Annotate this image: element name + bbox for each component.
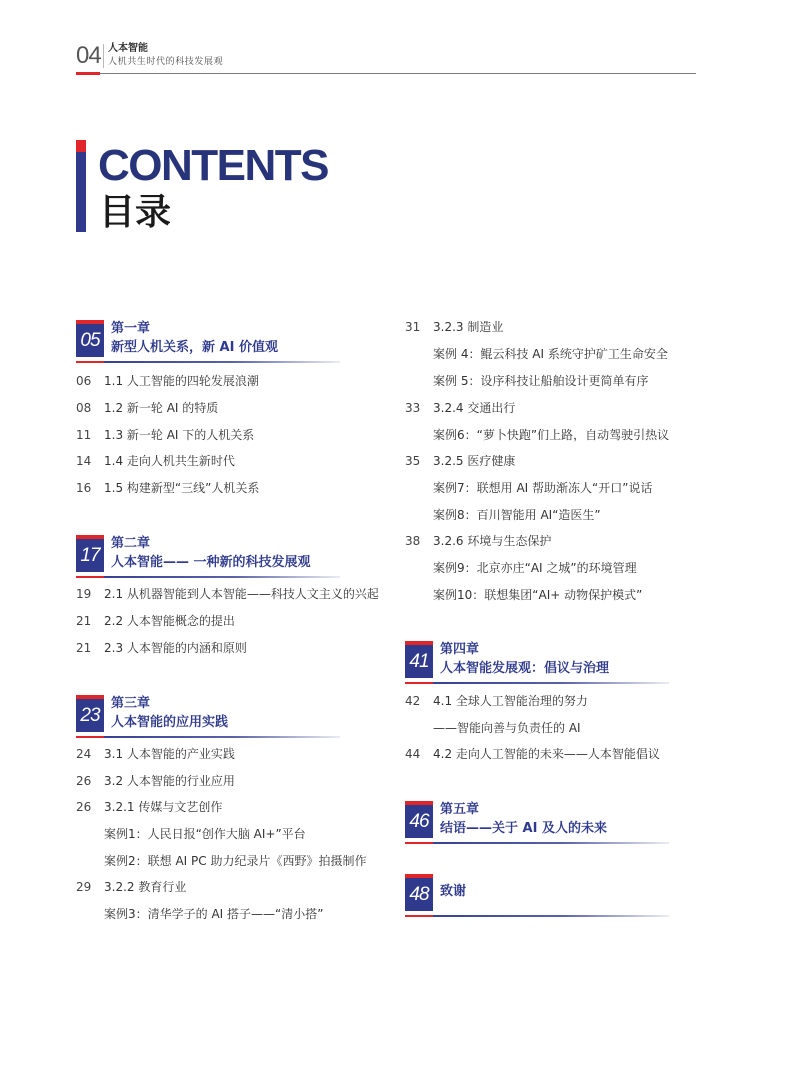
chapter-5-header[interactable] [405, 801, 669, 857]
page-number-accent [76, 72, 100, 75]
chapter-number-badge: 46 [405, 801, 433, 838]
chapter-rule-accent [405, 842, 433, 844]
chapter-2-header[interactable] [76, 535, 340, 591]
chapter-rule [76, 576, 340, 578]
chapter-3-header[interactable] [76, 695, 340, 751]
header-subtitle: 人机共生时代的科技发展观 [108, 57, 224, 67]
chapter-label: 第三章 [111, 696, 151, 711]
chapter-1-header[interactable] [76, 320, 340, 376]
chapter-label: 第二章 [111, 536, 151, 551]
chapter-number-badge: 23 [76, 695, 104, 732]
contents-heading: CONTENTS [98, 141, 328, 190]
chapter-number-badge: 48 [405, 874, 433, 911]
acknowledgements-header[interactable] [405, 874, 669, 930]
header-rule [100, 73, 696, 74]
chapter-title: 致谢 [440, 884, 467, 899]
page-number: 04 [76, 42, 101, 69]
chapter-title: 人本智能发展观：倡议与治理 [440, 661, 610, 676]
chapter-title: 新型人机关系，新 AI 价值观 [111, 340, 278, 355]
chapter-label: 第四章 [440, 642, 480, 657]
chapter-rule [76, 361, 340, 363]
chapter-rule [76, 736, 340, 738]
heading-accent-red [76, 140, 86, 152]
chapter-rule-accent [405, 682, 433, 684]
chapter-rule-accent [76, 361, 104, 363]
chapter-title: 人本智能—— 一种新的科技发展观 [111, 555, 311, 570]
chapter-rule [405, 915, 669, 917]
chapter-label: 第一章 [111, 321, 151, 336]
chapter-rule-accent [76, 576, 104, 578]
header-divider [103, 44, 104, 68]
chapter-number-badge: 05 [76, 320, 104, 357]
chapter-title: 结语——关于 AI 及人的未来 [440, 821, 607, 836]
chapter-rule-accent [405, 915, 433, 917]
mulu-heading: 目录 [99, 192, 172, 233]
chapter-rule-accent [76, 736, 104, 738]
chapter-number-badge: 17 [76, 535, 104, 572]
chapter-rule [405, 682, 669, 684]
chapter-4-header[interactable] [405, 641, 669, 697]
chapter-rule [405, 842, 669, 844]
chapter-number-badge: 41 [405, 641, 433, 678]
header-title: 人本智能 [108, 43, 148, 54]
chapter-title: 人本智能的应用实践 [111, 715, 229, 730]
chapter-label: 第五章 [440, 802, 480, 817]
heading-accent-blue [76, 152, 86, 232]
